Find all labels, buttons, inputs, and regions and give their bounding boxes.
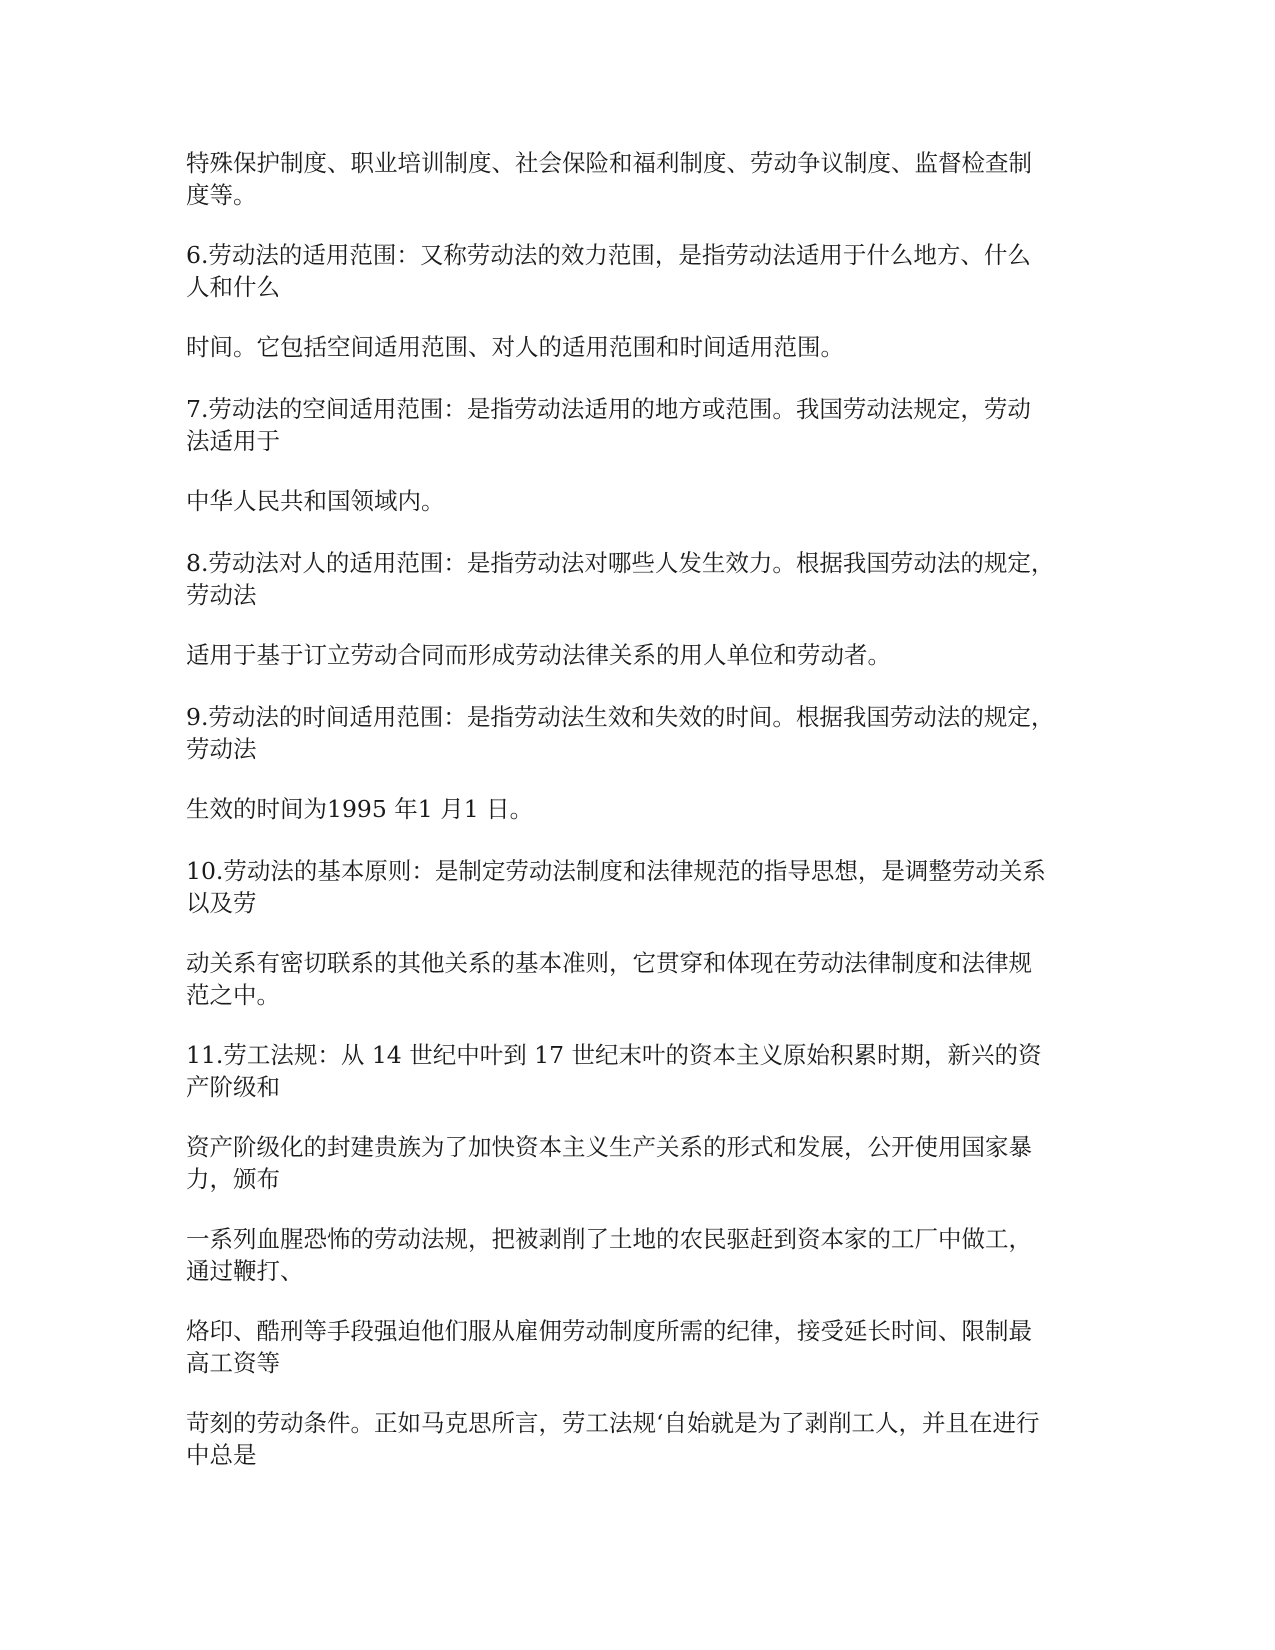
text-line: 法适用于 — [186, 427, 280, 455]
paragraph-item-9-continued — [186, 793, 1086, 825]
text-line: 烙印、酷刑等手段强迫他们服从雇佣劳动制度所需的纪律，接受延长时间、限制最 — [186, 1317, 1032, 1345]
paragraph-item-8 — [186, 547, 1086, 611]
text-line: 通过鞭打、 — [186, 1257, 304, 1285]
paragraph-special-protection — [186, 147, 1086, 211]
paragraph-item-11-continued-1 — [186, 1131, 1086, 1195]
paragraph-item-6 — [186, 239, 1086, 303]
text-line: 苛刻的劳动条件。正如马克思所言，劳工法规‘自始就是为了剥削工人，并且在进行 — [186, 1409, 1040, 1437]
text-line: 中华人民共和国领域内。 — [186, 487, 445, 515]
text-line: 7.劳动法的空间适用范围：是指劳动法适用的地方或范围。我国劳动法规定，劳动 — [186, 395, 1031, 423]
text-line: 资产阶级化的封建贵族为了加快资本主义生产关系的形式和发展，公开使用国家暴 — [186, 1133, 1032, 1161]
text-line: 劳动法 — [186, 735, 257, 763]
paragraph-item-11 — [186, 1039, 1086, 1103]
text-line: 8.劳动法对人的适用范围：是指劳动法对哪些人发生效力。根据我国劳动法的规定， — [186, 549, 1055, 577]
paragraph-item-10 — [186, 855, 1086, 919]
text-line: 生效的时间为1995 年1 月1 日。 — [186, 795, 534, 823]
text-line: 动关系有密切联系的其他关系的基本准则，它贯穿和体现在劳动法律制度和法律规 — [186, 949, 1032, 977]
paragraph-item-10-continued — [186, 947, 1086, 1011]
text-line: 中总是 — [186, 1441, 257, 1469]
paragraph-item-11-continued-2 — [186, 1223, 1086, 1287]
paragraph-item-11-continued-4 — [186, 1407, 1086, 1471]
text-line: 产阶级和 — [186, 1073, 280, 1101]
text-line: 11.劳工法规：从 14 世纪中叶到 17 世纪末叶的资本主义原始积累时期，新兴的资 — [186, 1041, 1042, 1069]
paragraph-item-6-continued — [186, 331, 1086, 363]
paragraph-item-11-continued-3 — [186, 1315, 1086, 1379]
text-line: 人和什么 — [186, 273, 280, 301]
text-line: 劳动法 — [186, 581, 257, 609]
text-line: 度等。 — [186, 181, 257, 209]
text-line: 10.劳动法的基本原则：是制定劳动法制度和法律规范的指导思想，是调整劳动关系 — [186, 857, 1046, 885]
paragraph-item-7-continued — [186, 485, 1086, 517]
text-line: 高工资等 — [186, 1349, 280, 1377]
text-line: 以及劳 — [186, 889, 257, 917]
text-line: 特殊保护制度、职业培训制度、社会保险和福利制度、劳动争议制度、监督检查制 — [186, 149, 1032, 177]
paragraph-item-7 — [186, 393, 1086, 457]
paragraph-item-9 — [186, 701, 1086, 765]
text-line: 力，颁布 — [186, 1165, 280, 1193]
text-line: 范之中。 — [186, 981, 280, 1009]
text-line: 适用于基于订立劳动合同而形成劳动法律关系的用人单位和劳动者。 — [186, 641, 891, 669]
text-line: 一系列血腥恐怖的劳动法规，把被剥削了土地的农民驱赶到资本家的工厂中做工， — [186, 1225, 1032, 1253]
text-line: 时间。它包括空间适用范围、对人的适用范围和时间适用范围。 — [186, 333, 844, 361]
text-line: 9.劳动法的时间适用范围：是指劳动法生效和失效的时间。根据我国劳动法的规定， — [186, 703, 1055, 731]
paragraph-item-8-continued — [186, 639, 1086, 671]
text-line: 6.劳动法的适用范围：又称劳动法的效力范围，是指劳动法适用于什么地方、什么 — [186, 241, 1031, 269]
